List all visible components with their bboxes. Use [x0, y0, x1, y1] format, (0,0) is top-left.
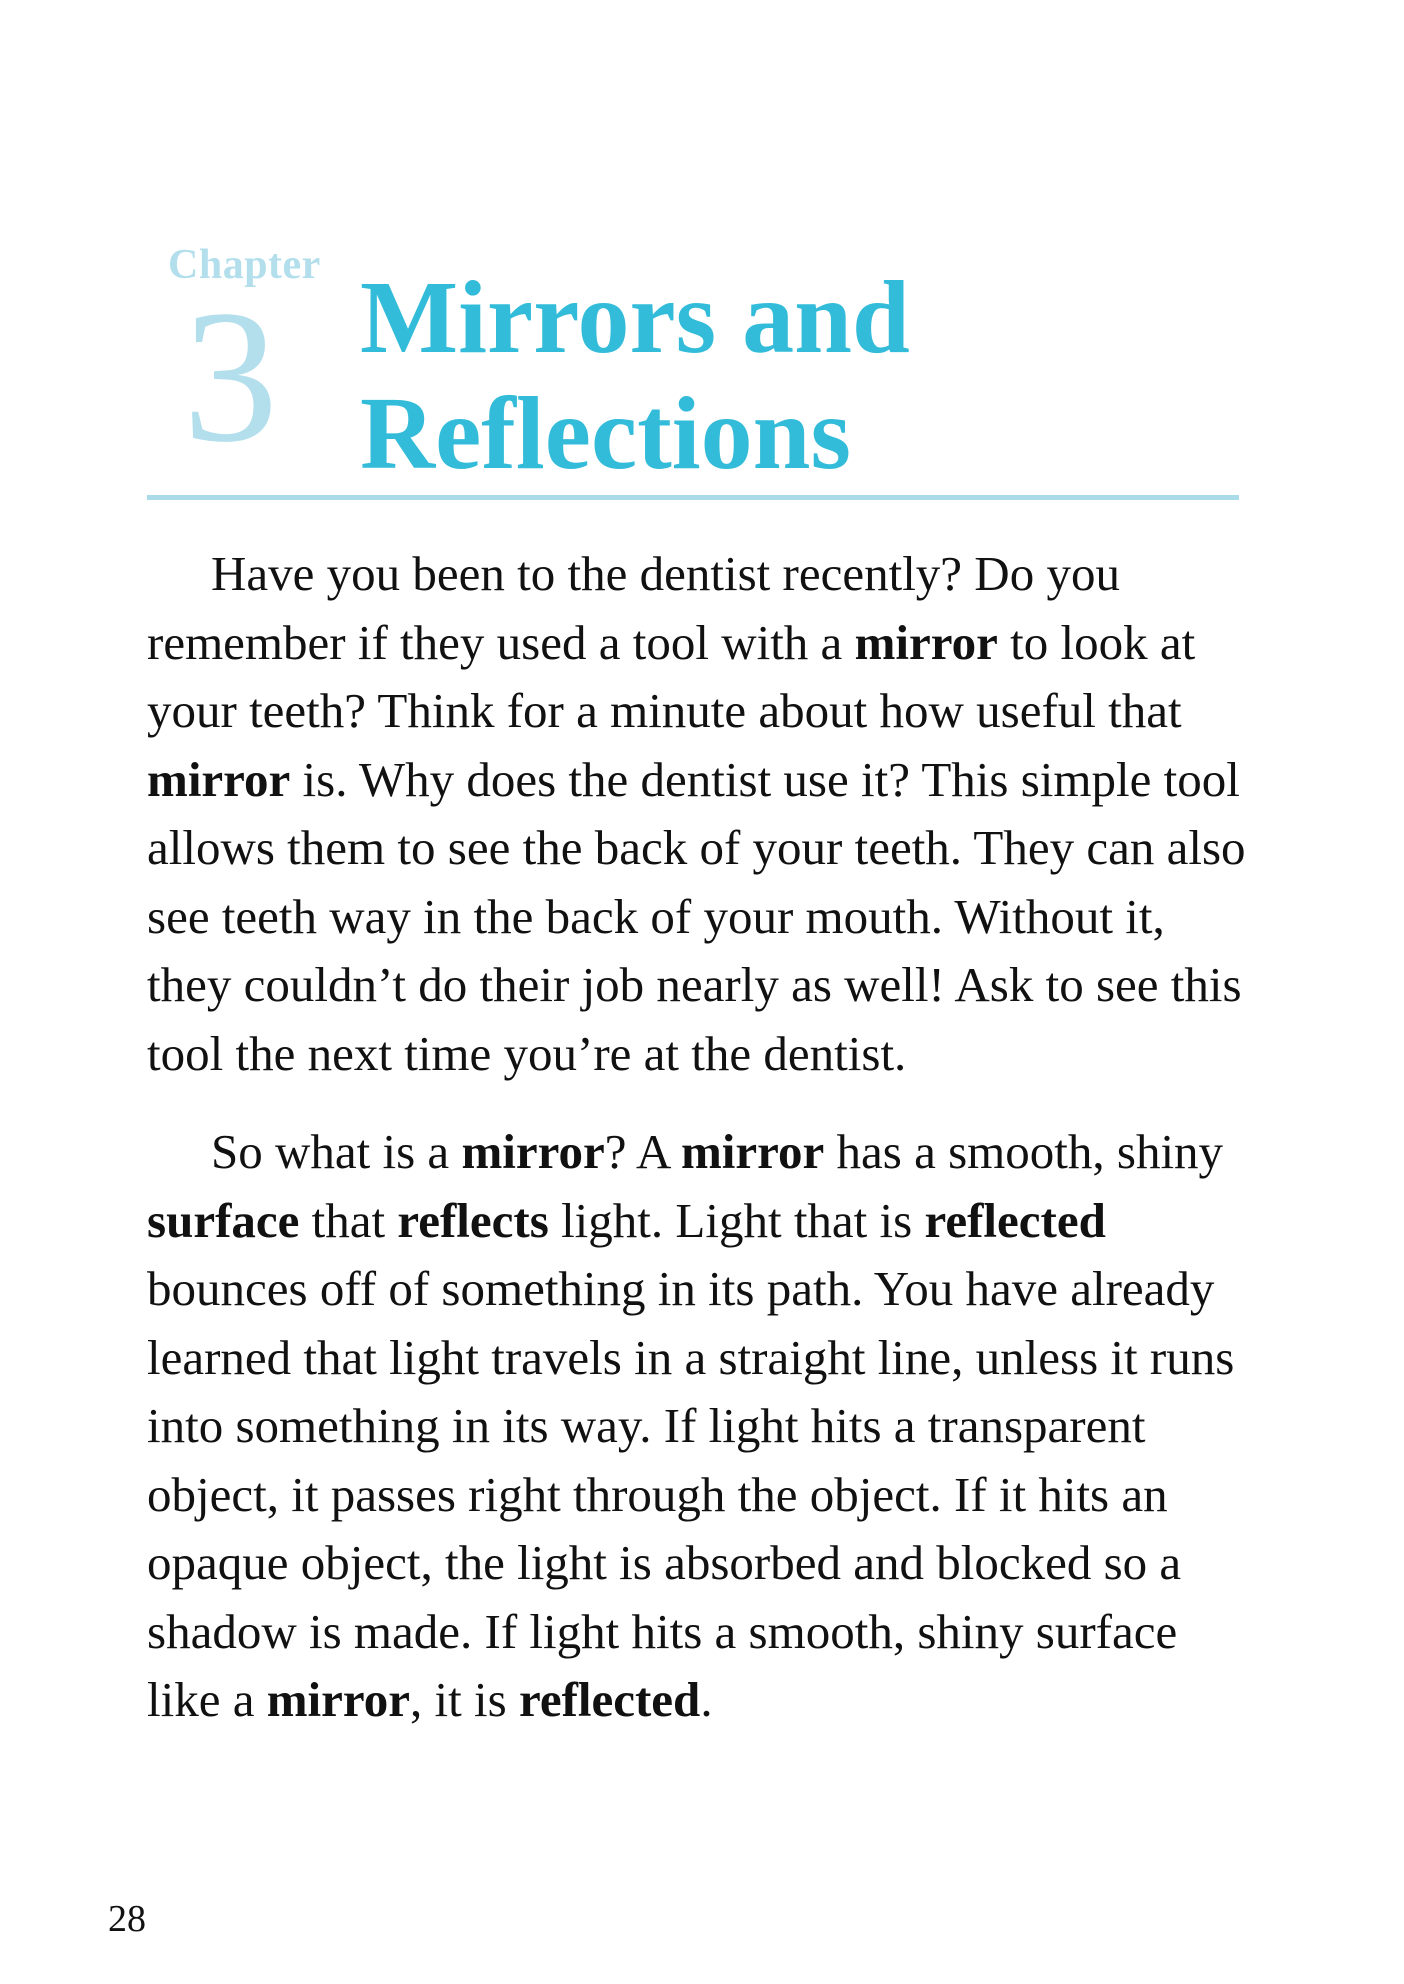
vocab-term: mirror [680, 1124, 825, 1179]
text-run: light. Light that is [548, 1192, 925, 1248]
paragraph-2 [147, 1118, 1257, 1735]
text-run: ? A [604, 1124, 681, 1179]
text-run: So what is a [211, 1124, 462, 1179]
page-number: 28 [108, 1898, 146, 1940]
text-run: bounces off of something in its path. You have already learned that light travels in a straight line, unless it runs into something in its way. If light hits a transparent object, it passes right through the object. If it hits an opaque object, the light is absorbed and blocked so a shadow is made. If light hits a smooth, shiny surface like a [147, 1261, 1235, 1727]
text-run: to look at your teeth? Think for a minute about how useful that [147, 614, 1196, 738]
chapter-label: Chapter [168, 242, 321, 288]
text-run: is. Why does the dentist use it? This simple tool allows them to see the back of your teeth. They can also see teeth way in the back of your mouth. Without it, they couldn’t do their job nearly as well! Ask to see this tool the next time you’re at the dentist. [147, 751, 1246, 1081]
vocab-term: reflects [397, 1192, 549, 1248]
body-text [147, 540, 1257, 1735]
vocab-term: reflected [924, 1192, 1106, 1248]
vocab-term: mirror [854, 614, 998, 670]
text-run: . [700, 1672, 713, 1727]
chapter-title-line-1: Mirrors and [360, 260, 910, 375]
text-run: Have you been to the dentist recently? Do you remember if they used a tool with a [147, 546, 1120, 670]
vocab-term: mirror [147, 751, 291, 807]
chapter-title-line-2: Reflections [360, 376, 851, 491]
vocab-term: mirror [266, 1672, 411, 1727]
chapter-title [360, 260, 910, 492]
paragraph-1 [147, 540, 1257, 1088]
title-divider [147, 495, 1239, 500]
vocab-term: reflected [518, 1672, 701, 1727]
vocab-term: surface [147, 1192, 300, 1248]
text-run: , it is [410, 1672, 519, 1727]
chapter-number: 3 [183, 272, 278, 482]
text-run: that [299, 1192, 398, 1248]
text-run: has a smooth, shiny [824, 1124, 1224, 1179]
vocab-term: mirror [461, 1124, 605, 1179]
